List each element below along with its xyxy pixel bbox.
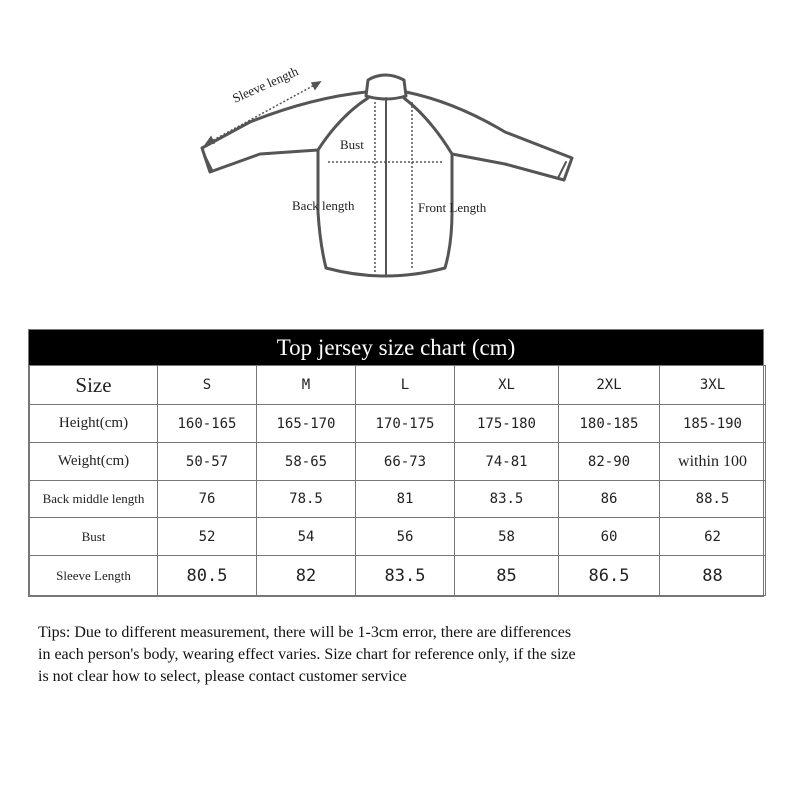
size-s: S [158,366,257,405]
table-cell: 83.5 [356,556,455,596]
size-chart-title: Top jersey size chart (cm) [29,330,763,365]
table-cell: 86 [559,481,660,518]
table-cell: 83.5 [455,481,559,518]
sleeve-length-row [30,556,766,596]
table-cell: 58-65 [257,443,356,481]
table-cell: 80.5 [158,556,257,596]
bust-label: Bust [340,137,364,152]
table-cell: 74-81 [455,443,559,481]
size-3xl: 3XL [660,366,766,405]
table-cell: 88 [660,556,766,596]
back-middle-length-row [30,481,766,518]
table-cell: 50-57 [158,443,257,481]
table-cell: 85 [455,556,559,596]
tips-line-3: is not clear how to select, please contact customer service [38,668,407,685]
sleeve-length-row-label: Sleeve Length [30,556,158,596]
tips-text [38,622,768,688]
table-cell: 86.5 [559,556,660,596]
table-cell: 54 [257,518,356,556]
table-cell: 160-165 [158,405,257,443]
table-cell: 56 [356,518,455,556]
jersey-diagram [190,62,580,292]
table-cell: 60 [559,518,660,556]
weight-row [30,443,766,481]
table-cell: within 100 [660,443,766,481]
height-row [30,405,766,443]
table-cell: 76 [158,481,257,518]
size-header-label: Size [30,366,158,405]
size-xl: XL [455,366,559,405]
bust-row [30,518,766,556]
bust-row-label: Bust [30,518,158,556]
size-chart [28,329,764,597]
table-cell: 82 [257,556,356,596]
table-cell: 66-73 [356,443,455,481]
table-cell: 58 [455,518,559,556]
sleeve-length-label: Sleeve length [230,63,301,106]
table-cell: 62 [660,518,766,556]
table-cell: 180-185 [559,405,660,443]
table-cell: 52 [158,518,257,556]
table-cell: 175-180 [455,405,559,443]
table-cell: 88.5 [660,481,766,518]
size-m: M [257,366,356,405]
height-label: Height(cm) [30,405,158,443]
back-middle-length-label: Back middle length [30,481,158,518]
table-cell: 165-170 [257,405,356,443]
weight-label: Weight(cm) [30,443,158,481]
tips-line-2: in each person's body, wearing effect varies. Size chart for reference only, if the size [38,646,576,663]
size-l: L [356,366,455,405]
table-cell: 185-190 [660,405,766,443]
size-table [29,365,766,596]
table-cell: 78.5 [257,481,356,518]
size-2xl: 2XL [559,366,660,405]
table-cell: 82-90 [559,443,660,481]
back-length-label: Back length [292,198,355,213]
table-cell: 81 [356,481,455,518]
size-header-row [30,366,766,405]
front-length-label: Front Length [418,200,487,215]
table-cell: 170-175 [356,405,455,443]
tips-line-1: Tips: Due to different measurement, there will be 1-3cm error, there are differences [38,624,572,641]
